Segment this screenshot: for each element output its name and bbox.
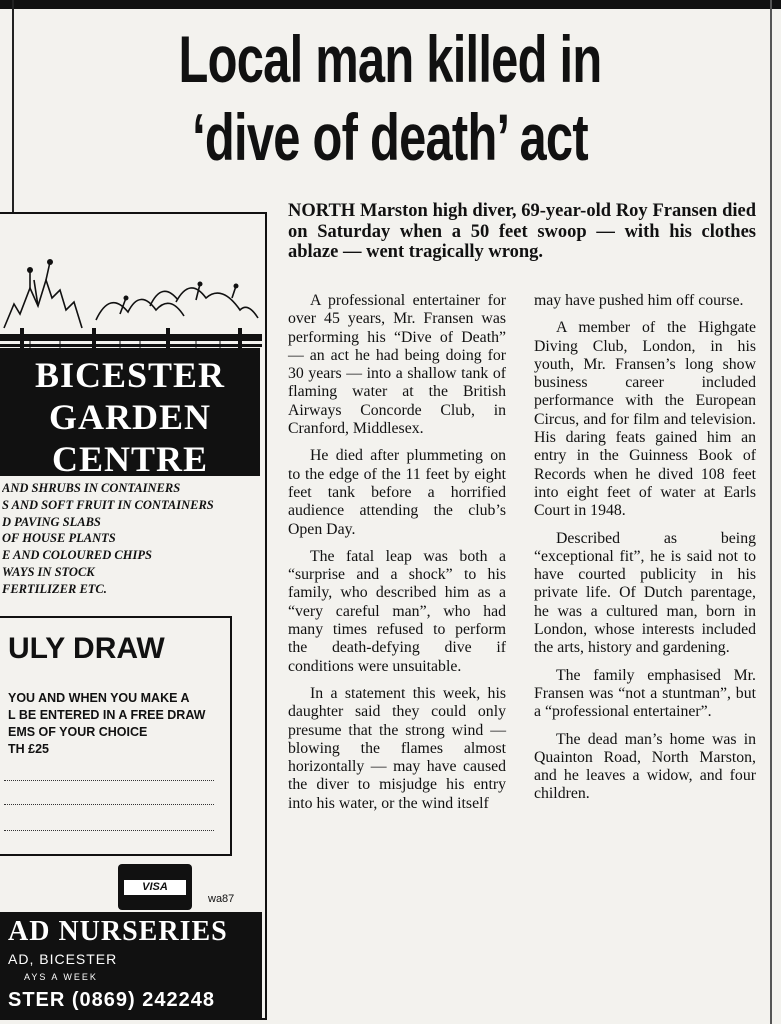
article-column-1: [288, 292, 506, 822]
nurseries-address: AD, BICESTER: [8, 951, 118, 967]
article-paragraph: The fatal leap was both a “surprise and a shock” to his family, who described him as a “very careful man”, who had many times refused to perform the death-defying dive if conditions were unsuitable.: [288, 547, 506, 675]
draw-text-line: EMS OF YOUR CHOICE: [8, 725, 148, 739]
article-column-2: [534, 292, 756, 813]
nurseries-phone: STER (0869) 242248: [8, 989, 216, 1011]
product-item: AND SHRUBS IN CONTAINERS: [2, 481, 181, 495]
headline-line-2: ‘dive of death’ act: [192, 100, 588, 174]
coupon-entry-line: [4, 830, 214, 831]
headline-line-1: Local man killed in: [178, 22, 602, 96]
coupon-entry-line: [4, 804, 214, 805]
nurseries-footer: [0, 912, 262, 1020]
article-paragraph: He died after plummeting on to the edge of the 11 feet by eight feet tank before a horrified audience attending the club’s Open Day.: [288, 447, 506, 538]
column-rule-left: [12, 0, 14, 212]
product-item: OF HOUSE PLANTS: [2, 531, 116, 546]
product-item: FERTILIZER ETC.: [2, 581, 107, 596]
coupon-entry-line: [4, 780, 214, 781]
article-paragraph: A professional entertainer for over 45 years, Mr. Fransen was performing his “Dive of Death” — an act he had being doing for 30 years — into a shallow tank of flaming water at the British Airways Concorde Club, in Cranford, Middlesex.: [288, 292, 506, 438]
name-line-1: BICESTER: [34, 355, 226, 395]
article-paragraph: The dead man’s home was in Quainton Road, North Marston, and he leaves a widow, and four children.: [534, 730, 756, 803]
draw-title: ULY DRAW: [8, 632, 165, 665]
page-top-rule: [0, 0, 781, 9]
nurseries-name: AD NURSERIES: [8, 916, 228, 947]
product-item: D PAVING SLABS: [2, 514, 101, 529]
advert-code: wa87: [208, 893, 235, 905]
article-lead: NORTH Marston high diver, 69-year-old Roy Fransen died on Saturday when a 50 feet swoop — with his clothes ablaze — went tragically wrong.: [288, 201, 756, 262]
headline: [146, 20, 634, 176]
plants-illustration: [0, 240, 262, 360]
visa-card-icon: [118, 864, 192, 910]
name-line-2: GARDEN: [48, 397, 211, 437]
garden-centre-name: [0, 348, 260, 479]
article-paragraph: Described as being “exceptional fit”, he is said not to have courted publicity in his private life. Of Dutch parentage, he was a cultured man, born in London, whose interests included the arts, history and gardening.: [534, 529, 756, 657]
opening-days: AYS A WEEK: [24, 972, 98, 982]
draw-coupon: [0, 616, 232, 856]
column-rule-right: [770, 0, 772, 1024]
product-item: WAYS IN STOCK: [2, 564, 95, 579]
article-paragraph: The family emphasised Mr. Fransen was “not a stuntman”, but a “professional entertainer”.: [534, 666, 756, 721]
visa-logo-text: VISA: [124, 880, 186, 895]
product-item: S AND SOFT FRUIT IN CONTAINERS: [2, 497, 214, 512]
draw-text-line: TH £25: [8, 742, 49, 756]
name-line-3: CENTRE: [51, 439, 209, 479]
draw-text: [8, 690, 232, 758]
garden-centre-advert: [0, 212, 268, 1024]
product-item: E AND COLOURED CHIPS: [2, 548, 152, 563]
article-paragraph: In a statement this week, his daughter said they could only presume that the strong wind — blowing the flames almost horizontally — may have caused the diver to misjudge his entry into his water, or the wind itself: [288, 684, 506, 812]
article-paragraph: A member of the Highgate Diving Club, London, in his youth, Mr. Fransen’s long show business career included performance with the European Circus, and for film and television. His daring feats gained him an entry in the Guinness Book of Records when he dived 108 feet into eight feet of water at Earls Court in 1948.: [534, 319, 756, 520]
article-paragraph: may have pushed him off course.: [534, 292, 744, 309]
draw-text-line: YOU AND WHEN YOU MAKE A: [8, 691, 190, 705]
draw-text-line: L BE ENTERED IN A FREE DRAW: [8, 708, 206, 722]
product-list: [2, 480, 264, 598]
